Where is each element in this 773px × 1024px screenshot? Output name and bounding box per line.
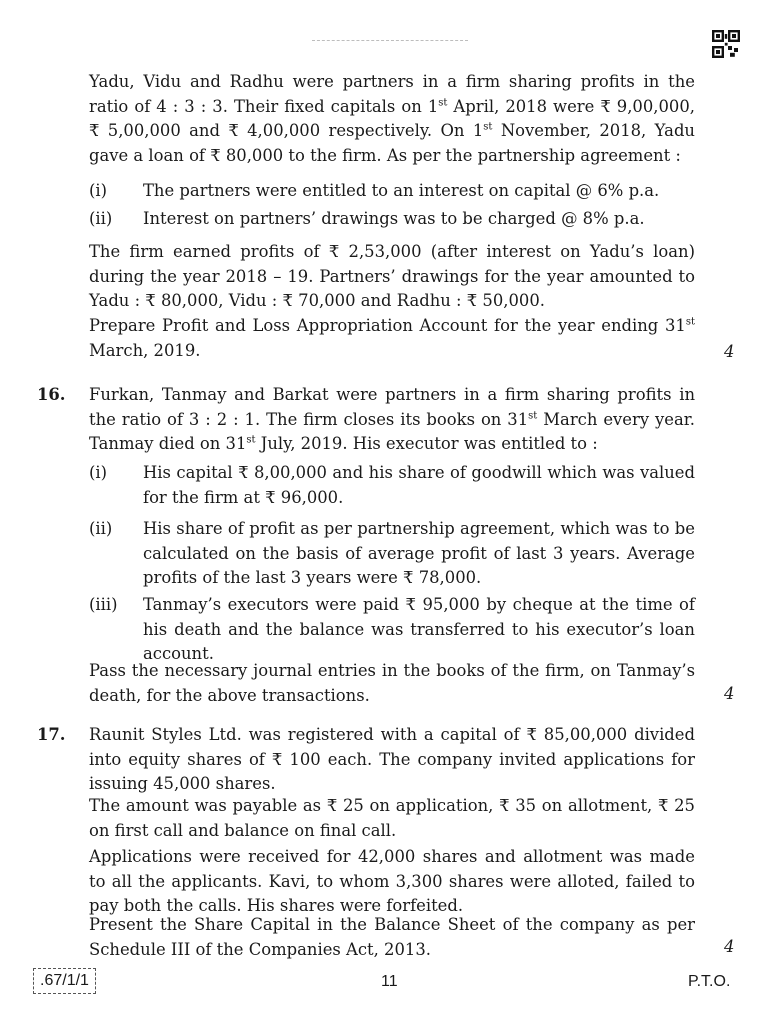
page-number: 11 [381, 973, 398, 990]
pto-label: P.T.O. [688, 973, 731, 990]
q17-number: 17. [37, 725, 66, 744]
q16-item-label: (ii) [89, 519, 113, 538]
q17-instruction: Present the Share Capital in the Balance Sheet of the company as per Schedule III of the Companies Act, 2013. [89, 915, 695, 959]
q16-closing: Pass the necessary journal entries in the books of the firm, on Tanmay’s death, for the above transactions. [89, 661, 695, 705]
q15-profits-paragraph: The firm earned profits of ₹ 2,53,000 (after interest on Yadu’s loan) during the year 2018 – 19. Partners’ drawings for the year amounted to Yadu : ₹ 80,000, Vidu : ₹ 70,000 and Radhu : ₹ 50,000. [89, 242, 695, 310]
q17-applications-paragraph: Applications were received for 42,000 shares and allotment was made to all the applicants. Kavi, to whom 3,300 shares were alloted, failed to pay both the calls. His shares were forfeited. [89, 847, 695, 915]
q15-instruction: Prepare Profit and Loss Appropriation Account for the year ending 31st March, 2019. [89, 316, 695, 360]
q16-item-text: His capital ₹ 8,00,000 and his share of goodwill which was valued for the firm at ₹ 96,000. [143, 463, 695, 507]
q17-marks: 4 [724, 937, 735, 956]
q16-number: 16. [37, 385, 66, 404]
q17-payment-paragraph: The amount was payable as ₹ 25 on application, ₹ 35 on allotment, ₹ 25 on first call and balance on final call. [89, 796, 695, 840]
q16-item-label: (iii) [89, 595, 118, 614]
q16-item-label: (i) [89, 463, 108, 482]
q15-item-text: Interest on partners’ drawings was to be charged @ 8% p.a. [143, 209, 645, 228]
qr-code-icon [712, 30, 740, 58]
q15-marks: 4 [724, 342, 735, 361]
q16-intro: Furkan, Tanmay and Barkat were partners in a firm sharing profits in the ratio of 3 : 2 : 1. The firm closes its books on 31st March every year. Tanmay died on 31st July, 2019. His executor was entitled to : [89, 385, 695, 453]
q16-item-text: His share of profit as per partnership agreement, which was to be calculated on the basis of average profit of last 3 years. Average profits of the last 3 years were ₹ 78,000. [143, 519, 695, 587]
q16-item-text: Tanmay’s executors were paid ₹ 95,000 by cheque at the time of his death and the balance was transferred to his executor’s loan account. [143, 595, 695, 663]
q15-item-text: The partners were entitled to an interest on capital @ 6% p.a. [143, 181, 660, 200]
q17-capital-paragraph: Raunit Styles Ltd. was registered with a capital of ₹ 85,00,000 divided into equity shares of ₹ 100 each. The company invited applications for issuing 45,000 shares. [89, 725, 695, 793]
q15-item-label: (i) [89, 181, 108, 200]
header-rule [312, 40, 468, 41]
paper-code: .67/1/1 [33, 968, 96, 994]
q16-marks: 4 [724, 684, 735, 703]
q15-intro: Yadu, Vidu and Radhu were partners in a firm sharing profits in the ratio of 4 : 3 : 3. Their fixed capitals on 1st April, 2018 were ₹ 9,00,000, ₹ 5,00,000 and ₹ 4,00,000 respectively. On 1st November, 2018, Yadu gave a loan of ₹ 80,000 to the firm. As per the partnership agreement : [89, 72, 695, 165]
q15-item-label: (ii) [89, 209, 113, 228]
